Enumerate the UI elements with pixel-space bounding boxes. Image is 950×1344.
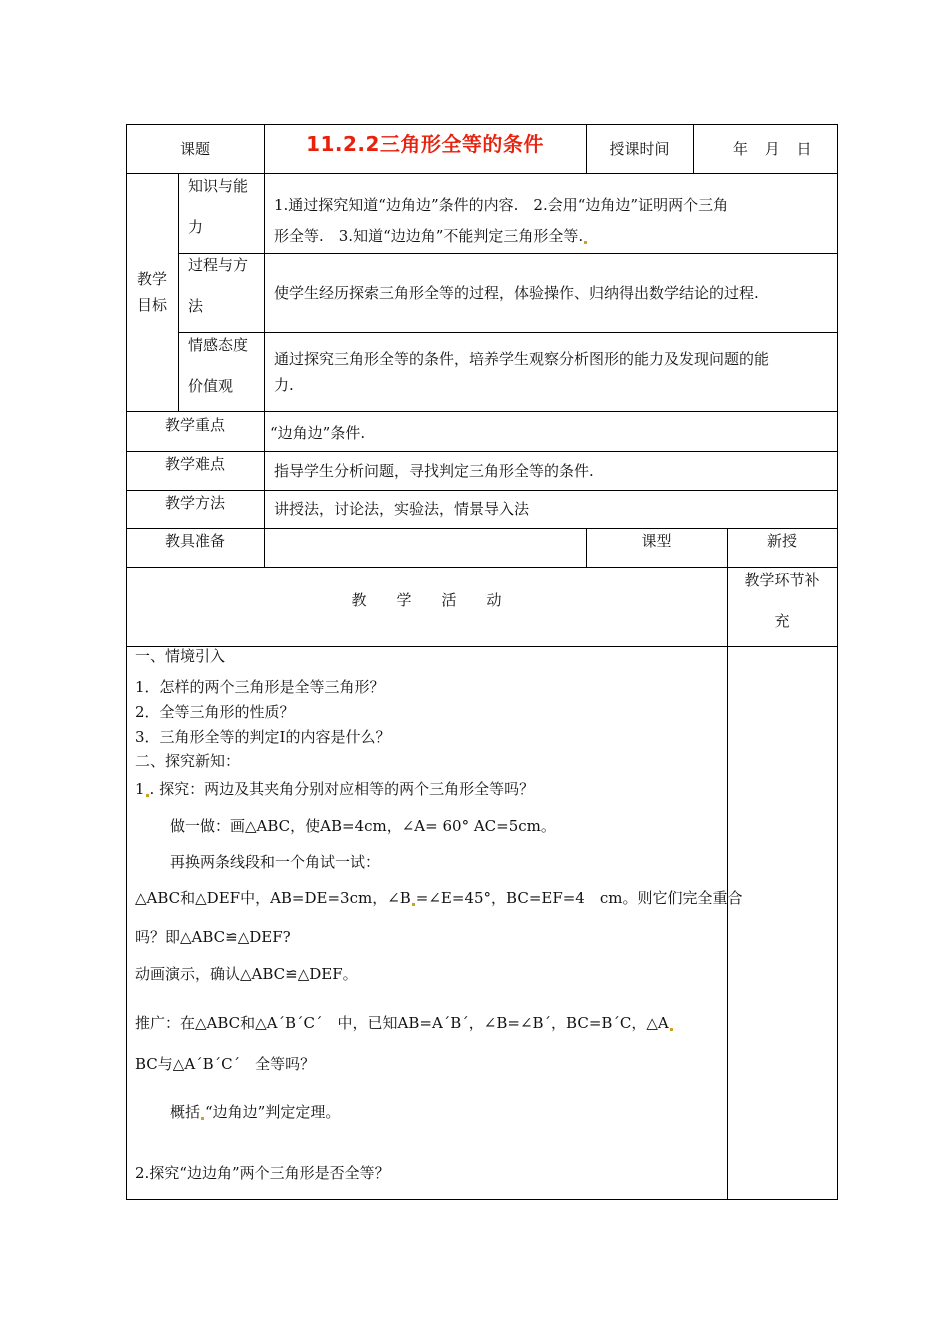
method-text: 讲授法，讨论法，实验法，情景导入法 xyxy=(274,500,530,518)
table-rule xyxy=(178,173,179,412)
time-label: 授课时间 xyxy=(609,140,670,158)
activity-line: 1．怎样的两个三角形是全等三角形？ xyxy=(135,678,385,696)
type-value: 新授 xyxy=(766,532,797,550)
supplement-label-line2: 充 xyxy=(774,612,790,630)
objective-name: 法 xyxy=(188,297,204,315)
focus-label: 教学重点 xyxy=(164,416,225,434)
activity-heading: 教 学 活 动 xyxy=(351,591,502,609)
activity-line: 二、探究新知： xyxy=(135,752,241,770)
activity-text: “边角边”判定定理。 xyxy=(205,1103,341,1121)
edit-mark xyxy=(146,794,149,797)
difficulty-text: 指导学生分析问题，寻找判定三角形全等的条件. xyxy=(274,462,594,480)
type-label: 课型 xyxy=(641,532,672,550)
table-rule xyxy=(126,646,838,647)
objective-name: 知识与能 xyxy=(188,177,249,195)
objectives-label-line1: 教学 xyxy=(136,270,167,288)
objective-name: 价值观 xyxy=(188,377,234,395)
activity-text: 推广：在△ABC和△A´B´C´ 中，已知AB=A´B´，∠B=∠B´，BC=B´C，△A xyxy=(135,1014,669,1032)
difficulty-label: 教学难点 xyxy=(164,455,225,473)
table-rule xyxy=(178,253,838,254)
objective-name: 过程与方 xyxy=(188,256,249,274)
objective-name: 情感态度 xyxy=(188,336,249,354)
topic-label: 课题 xyxy=(179,140,210,158)
activity-line: 动画演示，确认△ABC≌△DEF。 xyxy=(135,965,358,983)
table-rule xyxy=(264,173,265,568)
activity-text: 概括 xyxy=(170,1103,201,1121)
objective-name: 力 xyxy=(188,218,204,236)
activity-line: 3．三角形全等的判定Ⅰ的内容是什么？ xyxy=(135,728,391,746)
objective-content: 使学生经历探索三角形全等的过程，体验操作、归纳得出数学结论的过程. xyxy=(274,284,759,302)
edit-mark xyxy=(584,241,587,244)
objective-content: 力. xyxy=(274,376,294,394)
table-rule xyxy=(178,332,838,333)
activity-text: △ABC和△DEF中，AB=DE=3cm，∠B xyxy=(135,889,411,907)
activity-text: 1 xyxy=(135,780,145,798)
activity-line: 做一做：画△ABC，使AB=4cm，∠A= 60° AC=5cm。 xyxy=(170,817,556,835)
activity-line xyxy=(170,1105,340,1120)
table-rule xyxy=(126,451,838,452)
supplement-label-line1: 教学环节补 xyxy=(744,571,820,589)
objective-content: 通过探究三角形全等的条件，培养学生观察分析图形的能力及发现问题的能 xyxy=(274,350,770,368)
table-rule xyxy=(126,490,838,491)
table-border-bottom xyxy=(126,1199,838,1200)
activity-line xyxy=(135,891,742,906)
activity-line: 一、情境引入 xyxy=(135,647,226,665)
activity-text: =∠E=45°，BC=EF=4 cm。则它们完全重合 xyxy=(415,889,743,907)
activity-line xyxy=(135,1016,674,1031)
table-rule xyxy=(693,124,694,174)
activity-line: 吗？即△ABC≌△DEF? xyxy=(135,928,291,946)
table-rule xyxy=(126,411,838,412)
objectives-label-line2: 目标 xyxy=(136,296,167,314)
method-label: 教学方法 xyxy=(164,494,225,512)
lesson-title: 11.2.2三角形全等的条件 xyxy=(306,132,544,156)
activity-line: 再换两条线段和一个角试一试： xyxy=(170,853,381,871)
edit-mark xyxy=(670,1028,673,1031)
objective-content: 1.通过探究知道“边角边”条件的内容. 2.会用“边角边”证明两个三角 xyxy=(274,196,729,214)
edit-mark xyxy=(201,1117,204,1120)
table-rule xyxy=(126,173,838,174)
table-border-top xyxy=(126,124,838,125)
edit-mark xyxy=(412,903,415,906)
activity-line xyxy=(135,782,534,797)
activity-line: 2.探究“边边角”两个三角形是否全等？ xyxy=(135,1164,390,1182)
objective-content-text: 形全等. 3.知道“边边角”不能判定三角形全等. xyxy=(274,227,584,245)
activity-text: . 探究：两边及其夹角分别对应相等的两个三角形全等吗？ xyxy=(149,780,535,798)
table-border-right xyxy=(837,124,838,1200)
date-field: 年 月 日 xyxy=(733,140,812,158)
focus-text: “边角边”条件. xyxy=(270,424,366,442)
activity-line: 2．全等三角形的性质？ xyxy=(135,703,295,721)
table-rule xyxy=(126,567,838,568)
table-rule xyxy=(126,528,838,529)
tools-label: 教具准备 xyxy=(164,532,225,550)
objective-content xyxy=(274,229,588,244)
activity-line: BC与△A´B´C´ 全等吗？ xyxy=(135,1055,316,1073)
